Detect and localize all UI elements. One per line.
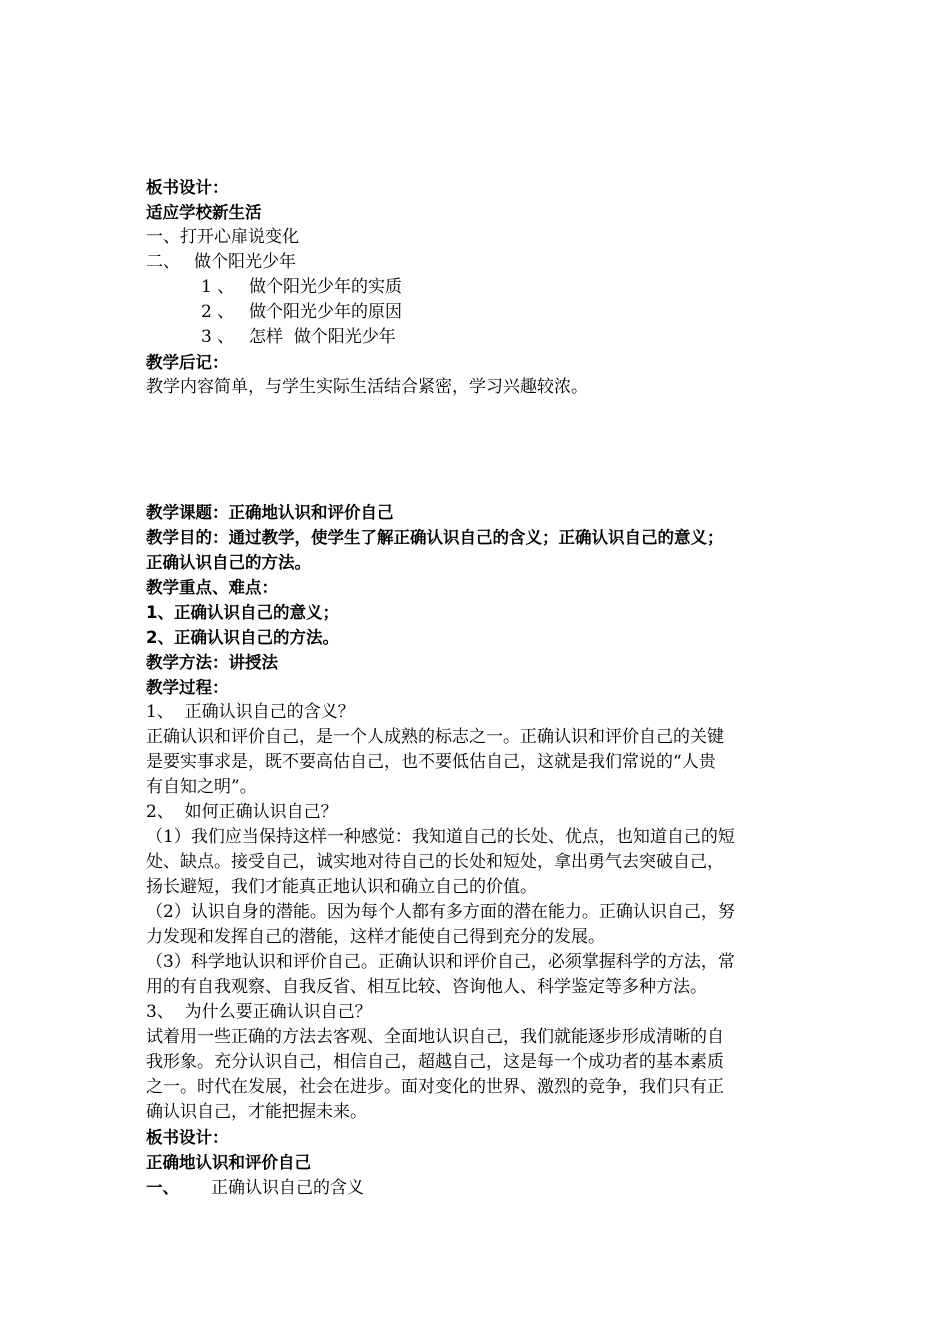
question-1: 1、 正确认识自己的含义？	[146, 702, 355, 722]
outline-subitem-3-number: 3 、	[201, 327, 235, 347]
outline-subitem-2	[146, 300, 826, 325]
teaching-notes-heading: 教学后记：	[146, 353, 229, 372]
board-design-heading: 板书设计：	[146, 178, 229, 197]
outline-subitem-1-text: 做个阳光少年的实质	[249, 277, 402, 297]
board-title-2: 正确地认识和评价自己	[146, 1153, 311, 1172]
question-2: 2、 如何正确认识自己？	[146, 802, 338, 822]
focus-item-2: 2、正确认识自己的方法。	[146, 628, 339, 647]
point-1-line-3: 扬长避短，我们才能真正地认识和确立自己的价值。	[146, 877, 537, 897]
answer-3-line-2: 我形象。充分认识自己，相信自己，超越自己，这是每一个成功者的基本素质	[146, 1052, 724, 1072]
outline-item-2	[146, 250, 826, 275]
focus-heading: 教学重点、难点：	[146, 578, 278, 597]
outline-subitem-1-number: 1 、	[201, 277, 235, 297]
answer-1-line-3: 有自知之明”。	[146, 777, 257, 797]
point-2-line-1: （2）认识自身的潜能。因为每个人都有多方面的潜在能力。正确认识自己，努	[146, 902, 735, 922]
section-gap	[146, 400, 826, 500]
teaching-notes-text: 教学内容简单，与学生实际生活结合紧密，学习兴趣较浓。	[146, 377, 588, 397]
answer-3-line-4: 确认识自己，才能把握未来。	[146, 1102, 367, 1122]
lesson-goal-line-2: 正确认识自己的方法。	[146, 553, 311, 572]
outline-subitem-3	[146, 325, 826, 350]
board-design-heading-2: 板书设计：	[146, 1128, 229, 1147]
outline-subitem-3-text: 怎样 做个阳光少年	[249, 327, 396, 347]
document-page	[146, 175, 826, 1200]
answer-1-line-1: 正确认识和评价自己，是一个人成熟的标志之一。正确认识和评价自己的关键	[146, 727, 724, 747]
board-item-1-number: 一、	[146, 1178, 179, 1197]
answer-3-line-3: 之一。时代在发展，社会在进步。面对变化的世界、激烈的竞争，我们只有正	[146, 1077, 724, 1097]
outline-item-2-text: 做个阳光少年	[194, 252, 296, 272]
question-3: 3、 为什么要正确认识自己？	[146, 1002, 372, 1022]
answer-1-line-2: 是要实事求是，既不要高估自己，也不要低估自己，这就是我们常说的“人贵	[146, 752, 716, 772]
point-3-line-1: （3）科学地认识和评价自己。正确认识和评价自己，必须掌握科学的方法，常	[146, 952, 735, 972]
outline-item-1: 一、打开心扉说变化	[146, 227, 299, 247]
board-item-1	[146, 1175, 826, 1200]
point-1-line-2: 处、缺点。接受自己，诚实地对待自己的长处和短处，拿出勇气去突破自己，	[146, 852, 724, 872]
process-heading: 教学过程：	[146, 678, 229, 697]
focus-item-1: 1、正确认识自己的意义；	[146, 603, 339, 622]
outline-subitem-2-number: 2 、	[201, 302, 235, 322]
point-3-line-2: 用的有自我观察、自我反省、相互比较、咨询他人、科学鉴定等多种方法。	[146, 977, 707, 997]
board-item-1-text: 正确认识自己的含义	[211, 1178, 364, 1198]
outline-item-2-number: 二、	[146, 252, 180, 272]
point-1-line-1: （1）我们应当保持这样一种感觉：我知道自己的长处、优点，也知道自己的短	[146, 827, 735, 847]
answer-3-line-1: 试着用一些正确的方法去客观、全面地认识自己，我们就能逐步形成清晰的自	[146, 1027, 724, 1047]
point-2-line-2: 力发现和发挥自己的潜能，这样才能使自己得到充分的发展。	[146, 927, 605, 947]
teaching-method: 教学方法：讲授法	[146, 653, 278, 672]
board-title: 适应学校新生活	[146, 203, 262, 222]
lesson-topic: 教学课题：正确地认识和评价自己	[146, 503, 394, 522]
outline-subitem-1	[146, 275, 826, 300]
lesson-goal-line-1: 教学目的：通过教学，使学生了解正确认识自己的含义；正确认识自己的意义；	[146, 528, 724, 547]
outline-subitem-2-text: 做个阳光少年的原因	[249, 302, 402, 322]
